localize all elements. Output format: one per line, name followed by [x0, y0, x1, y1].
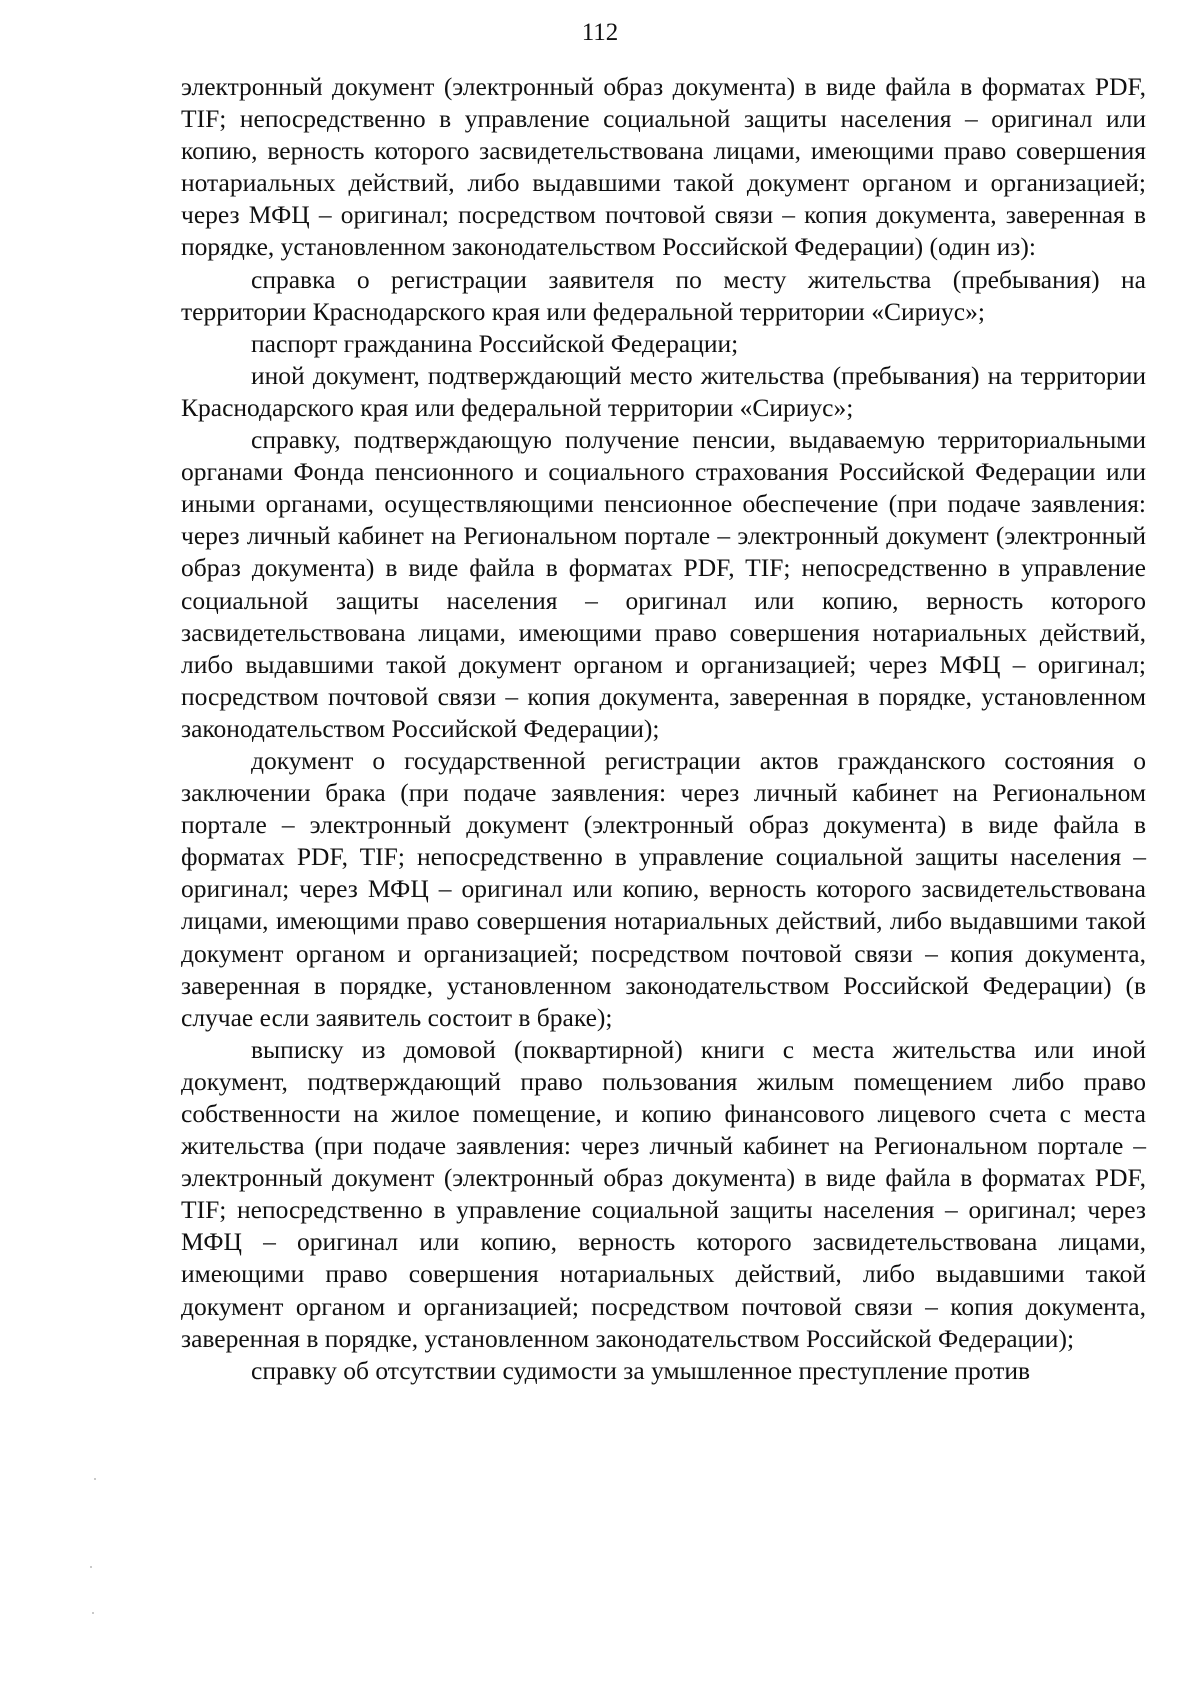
document-body [181, 71, 1146, 1387]
paragraph-passport: паспорт гражданина Российской Федерации; [251, 328, 739, 358]
paragraph-residence-certificate: справка о регистрации заявителя по месту жительства (пребывания) на территории Краснодарского края или федеральной территории «Сириус»; [181, 264, 1146, 326]
paragraph-marriage-registration: документ о государственной регистрации актов гражданского состояния о заключении брака (при подаче заявления: через личный кабинет на Региональном портале – электронный документ (электронный образ документа) в виде файла в форматах PDF, TIF; непосредственно в управление социальной защиты населения – оригинал; через МФЦ – оригинал или копию, верность которого засвидетельствована лицами, имеющими право совершения нотариальных действий, либо выдавшими такой документ органом и организацией; посредством почтовой связи – копия документа, заверенная в порядке, установленном законодательством Российской Федерации) (в случае если заявитель состоит в браке); [181, 745, 1146, 1032]
paragraph-pension-certificate: справку, подтверждающую получение пенсии, выдаваемую территориальными органами Фонда пенсионного и социального страхования Российской Федерации или иными органами, осуществляющими пенсионное обеспечение (при подаче заявления: через личный кабинет на Региональном портале – электронный документ (электронный образ документа) в виде файла в форматах PDF, TIF; непосредственно в управление социальной защиты населения – оригинал или копию, верность которого засвидетельствована лицами, имеющими право совершения нотариальных действий, либо выдавшими такой документ органом и организацией; через МФЦ – оригинал; посредством почтовой связи – копия документа, заверенная в порядке, установленном законодательством Российской Федерации); [181, 425, 1146, 743]
paragraph-other-residence-document: иной документ, подтверждающий место жительства (пребывания) на территории Краснодарского края или федеральной территории «Сириус»; [181, 360, 1146, 422]
scan-speck [92, 1612, 94, 1614]
scan-speck [90, 1566, 92, 1568]
paragraph-house-register-extract: выписку из домовой (поквартирной) книги с места жительства или иной документ, подтверждающий право пользования жилым помещением либо право собственности на жилое помещение, и копию финансового лицевого счета с места жительства (при подаче заявления: через личный кабинет на Региональном портале – электронный документ (электронный образ документа) в виде файла в форматах PDF, TIF; непосредственно в управление социальной защиты населения – оригинал; через МФЦ – оригинал или копию, верность которого засвидетельствована лицами, имеющими право совершения нотариальных действий, либо выдавшими такой документ органом и организацией; посредством почтовой связи – копия документа, заверенная в порядке, установленном законодательством Российской Федерации); [181, 1034, 1146, 1353]
scan-speck [94, 1478, 96, 1480]
paragraph-intro-continuation: электронный документ (электронный образ документа) в виде файла в форматах PDF, TIF; непосредственно в управление социальной защиты населения – оригинал или копию, верность которого засвидетельствована лицами, имеющими право совершения нотариальных действий, либо выдавшими такой документ органом и организацией; через МФЦ – оригинал; посредством почтовой связи – копия документа, заверенная в порядке, установленном законодательством Российской Федерации) (один из): [181, 72, 1146, 262]
page-number: 112 [581, 19, 619, 46]
paragraph-no-criminal-record: справку об отсутствии судимости за умышленное преступление против [251, 1355, 1031, 1385]
